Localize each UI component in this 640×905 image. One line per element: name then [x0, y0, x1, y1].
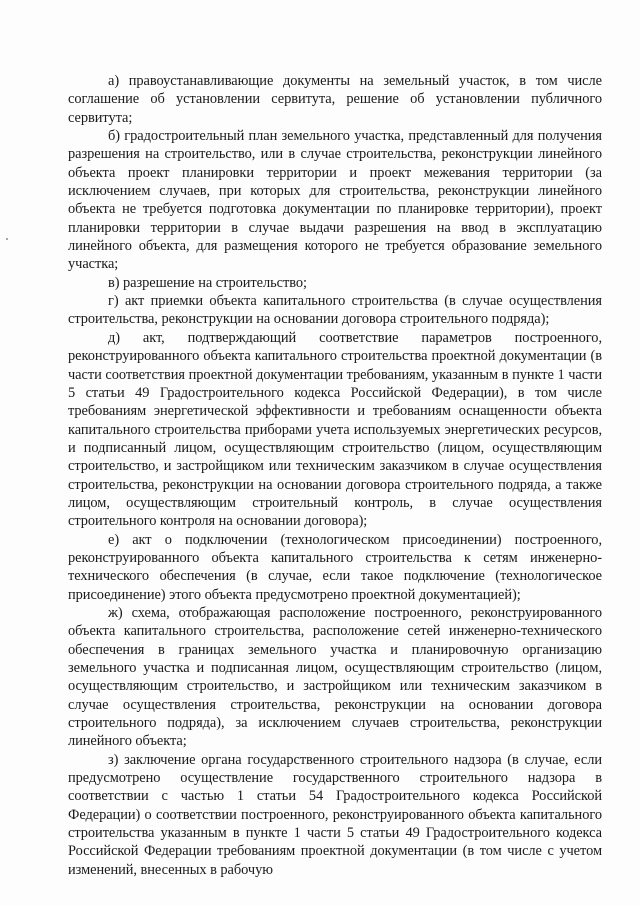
paragraph-a: а) правоустанавливающие документы на земельный участок, в том числе соглашение об установлении сервитута, решение об установлении публичного сервитута;	[68, 73, 602, 126]
document-body	[68, 72, 602, 879]
paragraph-g: г) акт приемки объекта капитального строительства (в случае осуществления строительства, реконструкции на основании договора строительного подряда);	[68, 293, 602, 328]
paragraph-b: б) градостроительный план земельного участка, представленный для получения разрешения на строительство, или в случае строительства, реконструкции линейного объекта проект планировки территории и проект межевания территории (за исключением случаев, при которых для строительства, реконструкции линейного объекта не требуется подготовка документации по планировке территории), проект планировки территории в случае выдачи разрешения на ввод в эксплуатацию линейного объекта, для размещения которого не требуется образование земельного участка;	[68, 128, 602, 273]
scan-margin-dot	[6, 238, 8, 240]
paragraph-z: з) заключение органа государственного строительного надзора (в случае, если предусмотрено осуществление государственного строительного надзора в соответствии с частью 1 статьи 54 Градостроительного кодекса Российской Федерации) о соответствии построенного, реконструированного объекта капитального строительства указанным в пункте 1 части 5 статьи 49 Градостроительного кодекса Российской Федерации требованиям проектной документации (в том числе с учетом изменений, внесенных в рабочую	[68, 751, 602, 878]
paragraph-e: е) акт о подключении (технологическом присоединении) построенного, реконструированного объекта капитального строительства к сетям инженерно-технического обеспечения (в случае, если такое подключение (технологическое присоединение) этого объекта предусмотрено проектной документацией);	[68, 531, 602, 603]
paragraph-zh: ж) схема, отображающая расположение построенного, реконструированного объекта капитального строительства, расположение сетей инженерно-технического обеспечения в границах земельного участка и планировочную организацию земельного участка и подписанная лицом, осуществляющим строительство (лицом, осуществляющим строительство, и застройщиком или техническим заказчиком в случае осуществления строительства, реконструкции на основании договора строительного подряда), за исключением случаев строительства, реконструкции линейного объекта;	[68, 604, 602, 750]
paragraph-v: в) разрешение на строительство;	[108, 274, 307, 291]
paragraph-d: д) акт, подтверждающий соответствие параметров построенного, реконструированного объекта капитального строительства проектной документации (в части соответствия проектной документации требованиям, указанным в пункте 1 части 5 статьи 49 Градостроительного кодекса Российской Федерации), в том числе требованиям энергетической эффективности и требованиям оснащенности объекта капитального строительства приборами учета используемых энергетических ресурсов, и подписанный лицом, осуществляющим строительство (лицом, осуществляющим строительство, и застройщиком или техническим заказчиком в случае осуществления строительства, реконструкции на основании договора строительного подряда, а также лицом, осуществляющим строительный контроль, в случае осуществления строительного контроля на основании договора);	[68, 329, 602, 530]
